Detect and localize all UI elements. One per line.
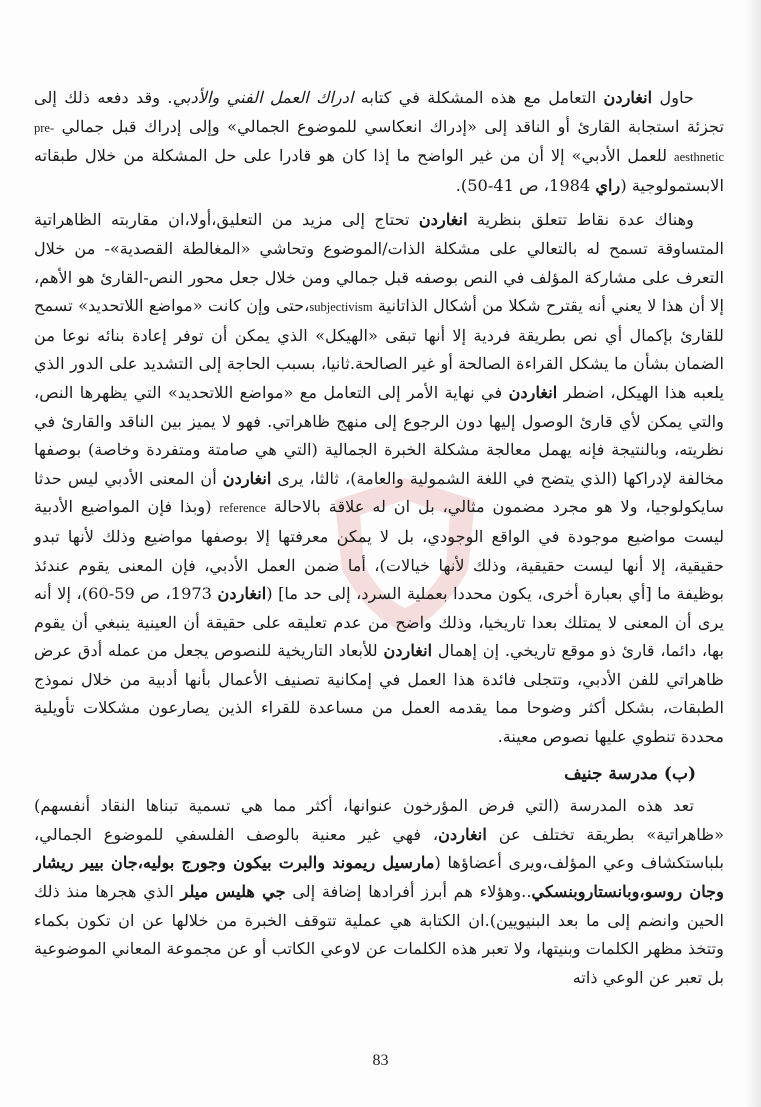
page-edge-shadow	[743, 0, 761, 1107]
text-run: أن المعنى الأدبي ليس حدثا سايكولوجيا، ولا هو مجرد مضمون مثالي، بل ان له علاقة بالاحالة	[34, 468, 725, 517]
section-heading: (ب) مدرسة جنيف	[564, 763, 696, 784]
text-run: (وبذا فإن المواضيع الأدبية ليست مواضيع موجودة في الواقع الوجودي، بل لا يمكن معرفتها إلا بوصفها مواضيع وذلك لأنها تبدو حقيقية، إلا أنها ليست حقيقية، وذلك لأنها خيالات)، أما ضمن العمل الأدبي، فإن المعنى يقوم عندئذ بوظيفة ما [أي بعبارة أخرى، يكون محددا بعملية السرد، إلى حد ما] (	[34, 497, 724, 604]
author-name-bold: انغاردن	[418, 210, 468, 230]
page-number: 83	[372, 1052, 389, 1069]
citation-name-bold: راي	[595, 175, 621, 195]
text-run: تحتاج إلى مزيد من التعليق،أولا،ان مقاربته الظاهراتية المتساوقة تسمح له بالتعالي على مشكلة الذات/الموضوع وتحاشي «المغالطة القصدية»- من خلال التعرف على مشاركة المؤلف في النص بوصفه قبل جمالي ومن خلال جعل محور النص-القارئ هو الأهم، إلا أن هذا لا يعني أنه يقترح شكلا من أشكال الذاتانية	[34, 210, 725, 316]
paragraph-3	[34, 792, 724, 992]
author-name-bold: انغاردن	[222, 468, 272, 488]
book-title-italic: ادراك العمل الفني والأدبي	[172, 88, 354, 107]
member-names-bold: مارسيل ريموند والبرت بيكون وجورج بوليه،جان بيير ريشار وجان روسو،وبانستاروبنسكي	[34, 853, 724, 902]
author-name-bold: انغاردن	[383, 641, 433, 661]
author-name-bold: انغاردن	[508, 382, 558, 402]
text-run: للأبعاد التاريخية للنصوص يجعل من عمله أدق عرض ظاهراتي للفن الأدبي، وتتجلى فائدة هذا العمل في إمكانية تصنيف الأعمال بأنها أدبية من خلال نموذج الطبقات، بشكل أكثر وضوحا مما يقدمه العمل من مساعدة للقراء الذين يصارعون مشكلات تأويلية محددة تنطوي عليها نصوص معينة.	[34, 641, 724, 747]
paragraph-1	[34, 84, 724, 200]
latin-term: pre-aesthnetic	[34, 120, 724, 165]
text-run: 1984، ص 41-50).	[455, 175, 596, 195]
text-run: . وقد دفعه ذلك إلى تجزئة استجابة القارئ أو الناقد إلى «إدراك انعكاسي للموضوع الجمالي» وإلى إدراك قبل جمالي	[34, 88, 724, 136]
paragraph-2	[34, 206, 724, 751]
text-run: التعامل مع هذه المشكلة في كتابه	[353, 88, 604, 107]
citation-name-bold: انغاردن	[217, 584, 267, 604]
text-run: ، فهي غير معنية بالوصف الفلسفي للموضوع الجمالي، بلباستكشاف وعي المؤلف،ويرى أعضاؤها (	[34, 824, 724, 873]
text-run: في نهاية الأمر إلى التعامل مع «مواضع اللاتحديد» التي يظهرها النص، والتي يمكن لأي قارئ الوصول إليها دون الرجوع إلى منهج ظاهراتي. فهو لا يميز بين الناقد والقارئ في نظريته، وبالنتيجة فإنه يهمل معالجة مشكلة الخبرة الجمالية (التي هي صامتة ومتفردة وخاصة) بوصفها مخالفة لإدراكها (الذي يتضح في اللغة الشمولية والعامة)، ثالثا، يرى	[34, 382, 724, 488]
body-text	[34, 84, 724, 992]
text-run: حاول	[652, 88, 695, 107]
text-run: ،حتى وإن كانت «مواضع اللاتحديد» تسمح للقارئ بإكمال أي نص بطريقة فردية إلا أنها تبقى «الهيكل» الذي يمكن أن توفر إعادة بنائه نوعا من الضمان بشأن ما يشكل القراءة الصالحة أو غير الصالحة.ثانيا، بسبب الحاجة إلى التشديد على الدور الذي يلعبه هذا الهيكل، اضطر	[34, 296, 724, 402]
text-run: 1973، ص 59-60)، إلا أنه يرى أن المعنى لا يمتلك بعدا تاريخيا، وذلك واضح من عدم تعليقه على حقيقة أن العينية ينبغي أن يقوم بها، دائما، قارئ ذو موقع تاريخي. إن إهمال	[34, 584, 725, 661]
latin-term: subjectivism	[309, 300, 373, 315]
text-run: تعد هذه المدرسة (التي فرض المؤرخون عنوانها، أكثر مما هي تسمية تبناها النقاد أنفسهم) «ظاهراتية» بطريقة تختلف عن	[34, 796, 724, 844]
author-name-bold: انغاردن	[603, 88, 653, 107]
latin-term: reference	[219, 501, 266, 516]
author-name-bold: جي هليس ميلر	[180, 882, 286, 902]
text-run: الذي هجرها منذ ذلك الحين وانضم إلى ما بعد البنيويين).ان الكتابة هي عملية تتوقف الخبرة من خلالها عن ان تكون بكماء وتتخذ مظهر الكلمات وبنيتها، ولا تعبر هذه الكلمات عن لاوعي الكاتب أو عن مجموعة المعاني الموضوعية بل تعبر عن الوعي ذاته	[34, 882, 724, 987]
text-run: للعمل الأدبي» إلا أن من غير الواضح ما إذا كان هو قادرا على حل المشكلة من خلال طبقاته الابستمولوجية (	[34, 146, 724, 195]
text-run: وهناك عدة نقاط تتعلق بنظرية	[467, 210, 694, 230]
author-name-bold: انغاردن	[438, 824, 487, 844]
text-run: ..وهؤلاء هم أبرز أفرادها إضافة إلى	[285, 882, 532, 902]
